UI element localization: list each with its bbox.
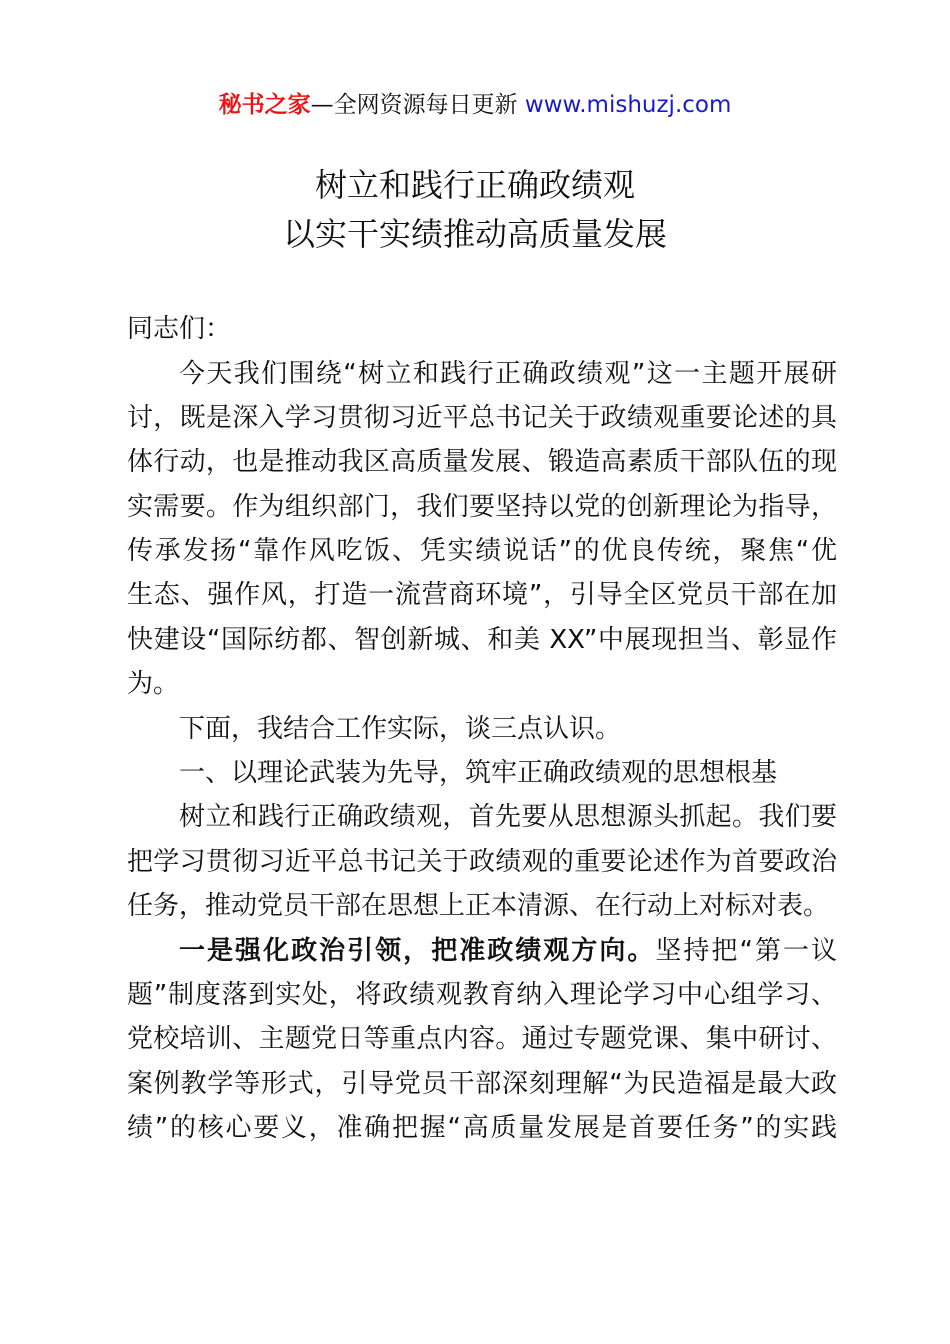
body-line: 任务，推动党员干部在思想上正本清源、在行动上对标对表。: [127, 891, 830, 921]
section-heading-1: 一、以理论武装为先导，筑牢正确政绩观的思想根基: [179, 758, 778, 788]
bold-lead-text: 一是强化政治引领，把准政绩观方向。: [179, 936, 656, 966]
body-line-bold-lead: [179, 934, 837, 968]
body-line: 题”制度落到实处，将政绩观教育纳入理论学习中心组学习、: [127, 980, 837, 1010]
body-line: 党校培训、主题党日等重点内容。通过专题党课、集中研讨、: [127, 1024, 837, 1054]
salutation: 同志们：: [127, 314, 232, 344]
document-title-line-2: 以实干实绩推动高质量发展: [282, 215, 667, 253]
body-line: 实需要。作为组织部门，我们要坚持以党的创新理论为指导，: [127, 492, 837, 522]
body-line: 为。: [127, 669, 180, 699]
body-line: 生态、强作风，打造一流营商环境”，引导全区党员干部在加: [127, 580, 837, 610]
body-line: 把学习贯彻习近平总书记关于政绩观的重要论述作为首要政治: [127, 847, 837, 877]
body-line: 案例教学等形式，引导党员干部深刻理解“为民造福是最大政: [127, 1069, 837, 1099]
body-line: 讨，既是深入学习贯彻习近平总书记关于政绩观重要论述的具: [127, 403, 837, 433]
body-line: 下面，我结合工作实际，谈三点认识。: [179, 714, 622, 744]
body-line: 传承发扬“靠作风吃饭、凭实绩说话”的优良传统，聚焦“优: [127, 536, 837, 566]
body-line: 绩”的核心要义，准确把握“高质量发展是首要任务”的实践: [127, 1113, 837, 1143]
bold-lead-rest: 坚持把“第一议: [655, 936, 837, 966]
body-line: 树立和践行正确政绩观，首先要从思想源头抓起。我们要: [179, 802, 837, 832]
body-line: 快建设“国际纺都、智创新城、和美 XX”中展现担当、彰显作: [127, 625, 837, 655]
document-title-line-1: 树立和践行正确政绩观: [314, 166, 635, 204]
site-url-link[interactable]: www.mishuzj.com: [524, 92, 732, 118]
body-line: 体行动，也是推动我区高质量发展、锻造高素质干部队伍的现: [127, 447, 837, 477]
brand-name: 秘书之家: [218, 92, 311, 118]
header-tagline: —全网资源每日更新: [310, 92, 525, 118]
site-header: [0, 88, 950, 122]
body-line: 今天我们围绕“树立和践行正确政绩观”这一主题开展研: [179, 359, 837, 389]
